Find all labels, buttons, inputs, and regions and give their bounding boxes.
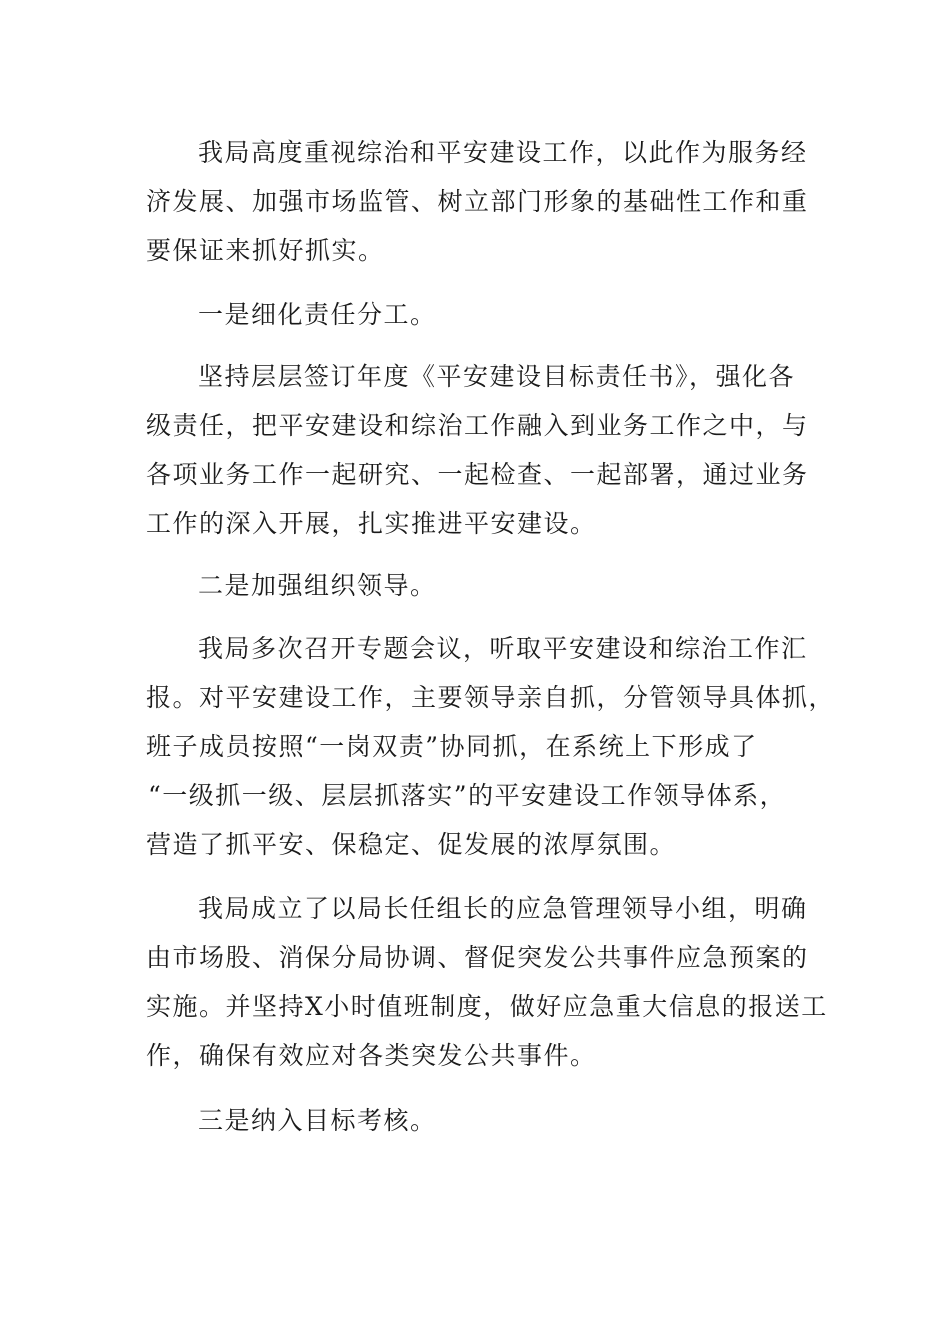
paragraph-2-line-3: 各项业务工作一起研究、一起检查、一起部署，通过业务 [146, 460, 809, 489]
section-heading-2: 二是加强组织领导。 [198, 571, 437, 600]
paragraph-1-line-1: 我局高度重视综治和平安建设工作，以此作为服务经 [198, 138, 808, 167]
paragraph-1-line-2: 济发展、加强市场监管、树立部门形象的基础性工作和重 [146, 187, 809, 216]
section-heading-1: 一是细化责任分工。 [198, 300, 437, 329]
paragraph-4-line-2: 由市场股、消保分局协调、督促突发公共事件应急预案的 [146, 943, 809, 972]
paragraph-2-line-4: 工作的深入开展，扎实推进平安建设。 [146, 509, 597, 538]
paragraph-4-line-4: 作，确保有效应对各类突发公共事件。 [146, 1041, 597, 1070]
paragraph-2-line-1: 坚持层层签订年度《平安建设目标责任书》，强化各 [198, 362, 796, 391]
paragraph-4-line-3: 实施。并坚持X小时值班制度，做好应急重大信息的报送工 [146, 992, 828, 1021]
section-heading-3: 三是纳入目标考核。 [198, 1106, 437, 1135]
paragraph-2-line-2: 级责任，把平安建设和综治工作融入到业务工作之中，与 [146, 411, 809, 440]
paragraph-3-line-3: 班子成员按照“一岗双责”协同抓，在系统上下形成了 [146, 732, 758, 761]
paragraph-4-line-1: 我局成立了以局长任组长的应急管理领导小组，明确 [198, 894, 808, 923]
paragraph-3-line-5: 营造了抓平安、保稳定、促发展的浓厚氛围。 [146, 830, 677, 859]
paragraph-3-line-4: “一级抓一级、层层抓落实”的平安建设工作领导体系， [148, 781, 787, 810]
paragraph-1-line-3: 要保证来抓好抓实。 [146, 236, 385, 265]
paragraph-3-line-2: 报。对平安建设工作，主要领导亲自抓，分管领导具体抓， [146, 683, 836, 712]
paragraph-3-line-1: 我局多次召开专题会议，听取平安建设和综治工作汇 [198, 634, 808, 663]
